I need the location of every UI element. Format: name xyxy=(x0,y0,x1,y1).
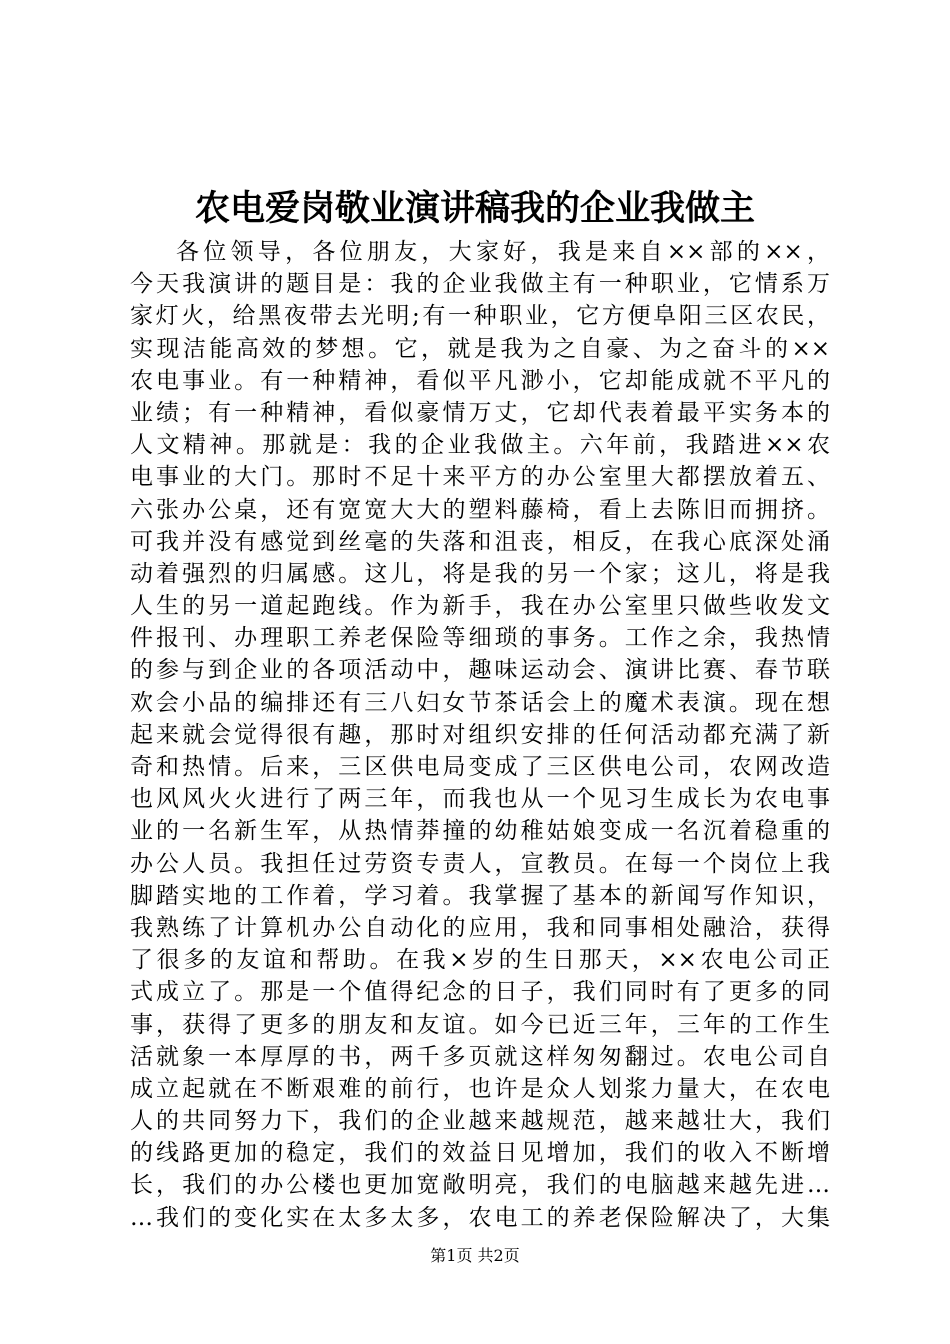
speech-body xyxy=(130,236,830,1234)
text-line: 业绩；有一种精神，看似豪情万丈，它却代表着最平实务本的 xyxy=(130,399,830,426)
text-line: 业的一名新生军，从热情莽撞的幼稚姑娘变成一名沉着稳重的 xyxy=(130,818,830,845)
text-line: 式成立了。那是一个值得纪念的日子，我们同时有了更多的同 xyxy=(130,979,830,1006)
text-line: 六张办公桌，还有宽宽大大的塑料藤椅，看上去陈旧而拥挤。 xyxy=(130,496,830,523)
text-line: 长，我们的办公楼也更加宽敞明亮，我们的电脑越来越先进… xyxy=(130,1172,830,1199)
text-line: 成立起就在不断艰难的前行，也许是众人划浆力量大，在农电 xyxy=(130,1075,830,1102)
text-line: 件报刊、办理职工养老保险等细琐的事务。工作之余，我热情 xyxy=(130,625,830,652)
text-line: 了很多的友谊和帮助。在我×岁的生日那天，××农电公司正 xyxy=(130,947,830,974)
text-line: 人的共同努力下，我们的企业越来越规范，越来越壮大，我们 xyxy=(130,1108,830,1135)
text-line: 办公人员。我担任过劳资专责人，宣教员。在每一个岗位上我 xyxy=(130,850,830,877)
text-line: 奇和热情。后来，三区供电局变成了三区供电公司，农网改造 xyxy=(130,754,830,780)
text-line: 脚踏实地的工作着，学习着。我掌握了基本的新闻写作知识， xyxy=(130,882,830,909)
text-line: …我们的变化实在太多太多，农电工的养老保险解决了，大集 xyxy=(130,1204,830,1231)
text-line: 动着强烈的归属感。这儿，将是我的另一个家；这儿，将是我 xyxy=(130,560,830,587)
text-line: 今天我演讲的题目是：我的企业我做主有一种职业，它情系万 xyxy=(130,271,830,298)
text-line: 活就象一本厚厚的书，两千多页就这样匆匆翻过。农电公司自 xyxy=(130,1043,830,1070)
text-line: 的线路更加的稳定，我们的效益日见增加，我们的收入不断增 xyxy=(130,1140,830,1167)
text-line: 实现洁能高效的梦想。它，就是我为之自豪、为之奋斗的×× xyxy=(130,335,830,362)
text-line: 的参与到企业的各项活动中，趣味运动会、演讲比赛、春节联 xyxy=(130,657,830,684)
text-line: 电事业的大门。那时不足十来平方的办公室里大都摆放着五、 xyxy=(130,464,830,491)
text-line: 我熟练了计算机办公自动化的应用，我和同事相处融洽，获得 xyxy=(130,914,830,941)
text-line: 也风风火火进行了两三年，而我也从一个见习生成长为农电事 xyxy=(130,786,830,813)
text-line: 起来就会觉得很有趣，那时对组织安排的任何活动都充满了新 xyxy=(130,721,830,748)
page-title: 农电爱岗敬业演讲稿我的企业我做主 xyxy=(194,188,755,229)
text-line: 人生的另一道起跑线。作为新手，我在办公室里只做些收发文 xyxy=(130,593,830,620)
text-line: 可我并没有感觉到丝毫的失落和沮丧，相反，在我心底深处涌 xyxy=(130,528,830,555)
text-line: 各位领导，各位朋友，大家好，我是来自××部的××， xyxy=(176,239,830,265)
text-line: 欢会小品的编排还有三八妇女节茶话会上的魔术表演。现在想 xyxy=(130,689,830,716)
text-line: 人文精神。那就是：我的企业我做主。六年前，我踏进××农 xyxy=(130,432,830,459)
text-line: 家灯火，给黑夜带去光明;有一种职业，它方便阜阳三区农民， xyxy=(130,303,830,330)
text-line: 农电事业。有一种精神，看似平凡渺小，它却能成就不平凡的 xyxy=(130,367,830,394)
page-number: 第1页 共2页 xyxy=(430,1246,520,1265)
text-line: 事，获得了更多的朋友和友谊。如今已近三年，三年的工作生 xyxy=(130,1011,830,1038)
